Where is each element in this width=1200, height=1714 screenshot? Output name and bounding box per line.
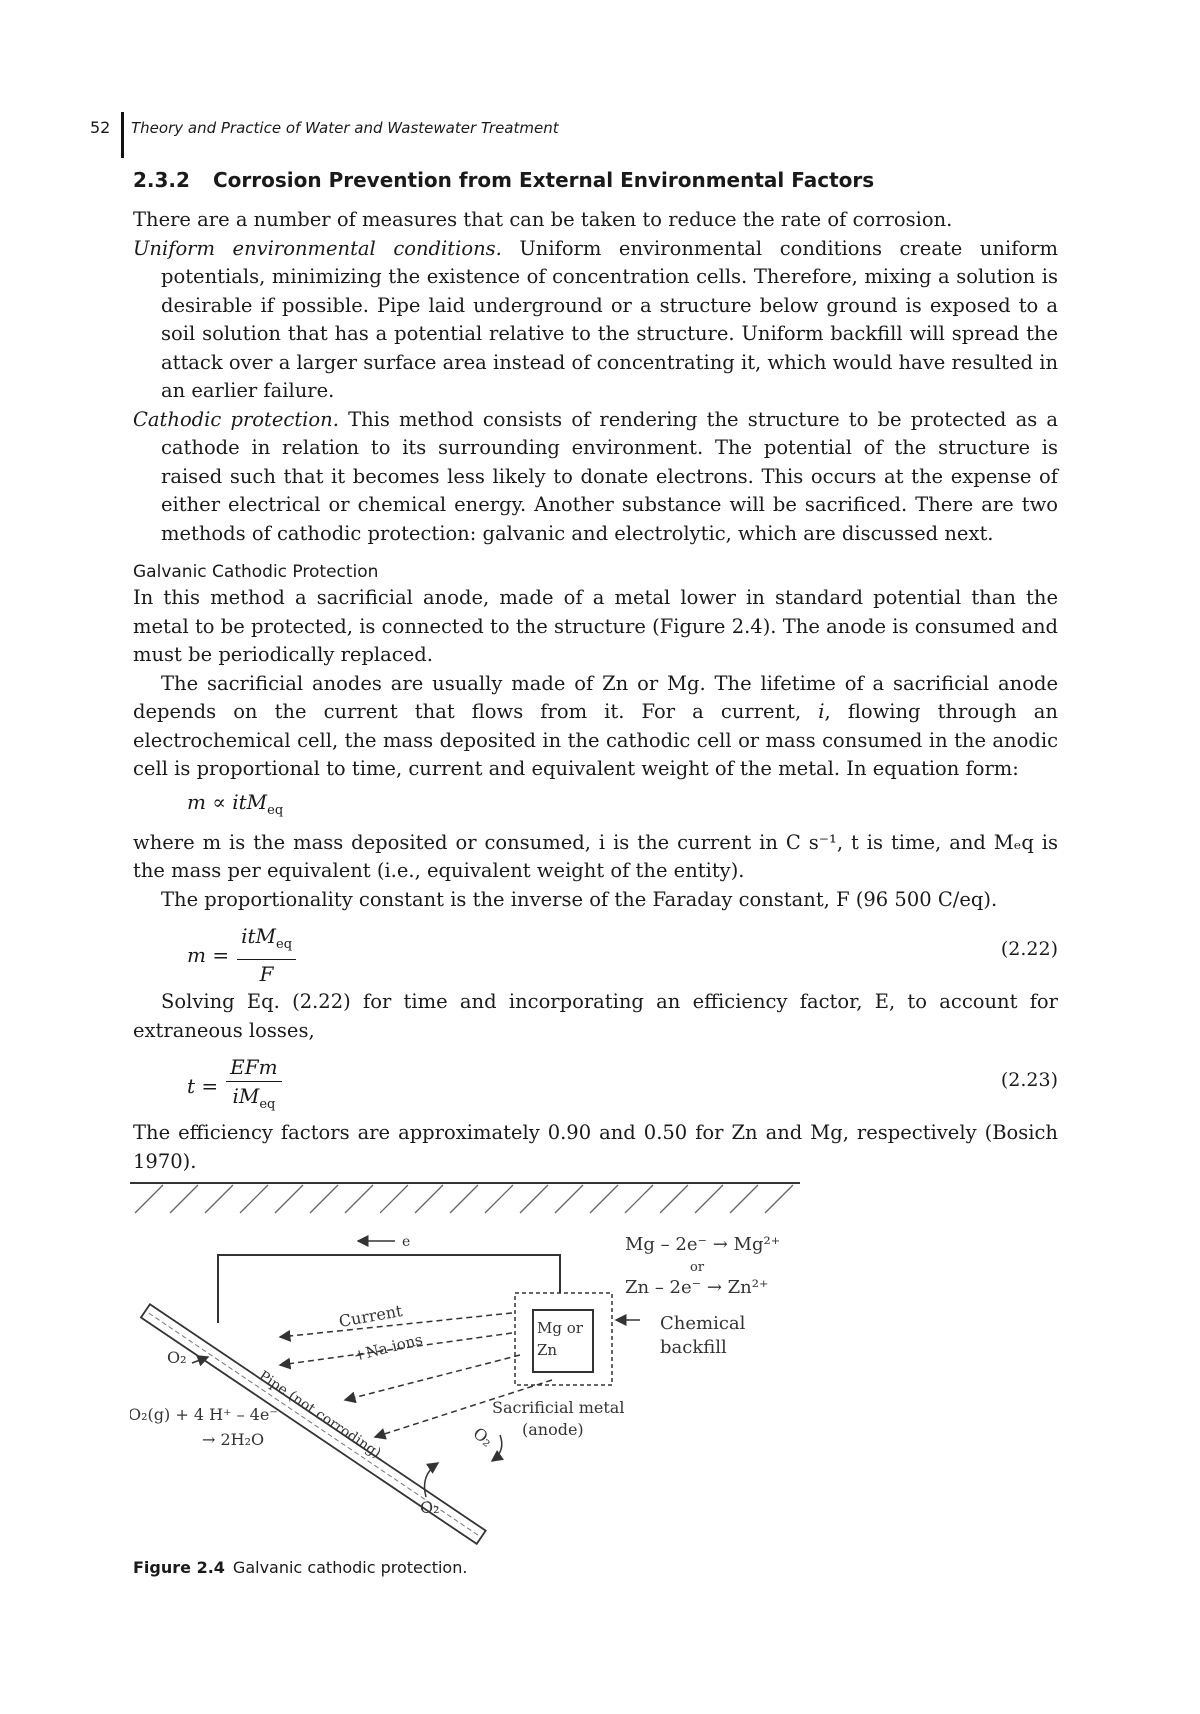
current-label: Current <box>337 1301 404 1331</box>
header-rule <box>121 112 124 158</box>
reaction-mg: Mg – 2e⁻ → Mg²⁺ <box>625 1234 781 1255</box>
equation-number: (2.23) <box>1000 1069 1058 1091</box>
equation-number: (2.22) <box>1000 938 1058 960</box>
reduction-label: O₂(g) + 4 H⁺ – 4e⁻ <box>130 1405 278 1424</box>
section-heading <box>133 168 1058 192</box>
electron-label: e <box>402 1234 411 1250</box>
o2-right-label: O₂ <box>469 1423 497 1451</box>
running-title: Theory and Practice of Water and Wastewater Treatment <box>131 119 559 137</box>
list-term: Uniform environmental conditions. <box>133 236 502 260</box>
where-paragraph: where m is the mass deposited or consumed, i is the current in C s⁻¹, t is time, and Mₑq is the mass per equivalent (i.e., equivalent weight of the entity). <box>133 830 1058 882</box>
caption-text: Galvanic cathodic protection. <box>232 1558 468 1577</box>
list-item-uniform <box>133 235 1058 406</box>
reduction-label-2: → 2H₂O <box>202 1430 265 1449</box>
subsection-heading: Galvanic Cathodic Protection <box>133 562 379 582</box>
galvanic-diagram <box>130 1175 810 1550</box>
o2-left-label: O₂ <box>167 1348 187 1367</box>
paragraph-2: The sacrificial anodes are usually made of Zn or Mg. The lifetime of a sacrificial anode depends on the current that flows from it. For a current, i, flowing through an electrochemical cell, the mass deposited in the cathodic cell or mass consumed in the anodic cell is proportional to time, current and equivalent weight of the metal. In equation form: <box>133 671 1058 780</box>
reaction-zn: Zn – 2e⁻ → Zn²⁺ <box>625 1277 769 1298</box>
backfill-label-2: backfill <box>660 1337 727 1358</box>
backfill-label: Chemical <box>660 1313 746 1334</box>
list-text: Uniform environmental conditions create uniform potentials, minimizing the existence of concentration cells. Therefore, mixing a solution is desirable if possible. Pipe laid underground or a structure below ground is exposed to a soil solution that has a potential relative to the structure. Uniform backfill will spread the attack over a larger surface area instead of concentrating it, which would have resulted in an earlier failure. <box>161 236 1058 402</box>
soil-hatching <box>135 1185 793 1213</box>
figure-caption <box>133 1558 467 1577</box>
proportional-equation: m ∝ itM$_{eq}$ <box>187 789 284 818</box>
anode-label-2: Zn <box>537 1341 558 1359</box>
page-content <box>133 168 1058 1176</box>
figure-galvanic-protection <box>130 1175 810 1550</box>
paragraph-1: In this method a sacrificial anode, made of a metal lower in standard potential than the metal to be protected, is connected to the structure (Figure 2.4). The anode is consumed and must be periodically replaced. <box>133 586 1058 666</box>
section-number: 2.3.2 <box>133 168 190 192</box>
sacrificial-label-2: (anode) <box>522 1420 584 1439</box>
ions-label: +Na ions <box>351 1330 425 1365</box>
faraday-paragraph: The proportionality constant is the inverse of the Faraday constant, F (96 500 C/eq). <box>161 887 998 911</box>
page-number: 52 <box>90 118 111 137</box>
list-text: This method consists of rendering the structure to be protected as a cathode in relation to its surrounding environment. The potential of the structure is raised such that it becomes less likely to donate electrons. This occurs at the expense of either electrical or chemical energy. Another substance will be sacrificed. There are two methods of cathodic protection: galvanic and electrolytic, which are discussed next. <box>161 407 1058 545</box>
solving-paragraph: Solving Eq. (2.22) for time and incorporating an efficiency factor, E, to account for extraneous losses, <box>133 990 1058 1042</box>
intro-paragraph: There are a number of measures that can be taken to reduce the rate of corrosion. <box>133 208 953 231</box>
list-item-cathodic <box>133 406 1058 549</box>
anode-label: Mg or <box>537 1319 583 1337</box>
equation-2-22: m = $\frac{itM_{eq}}{F}$ (2.22) <box>187 924 1058 986</box>
caption-label: Figure 2.4 <box>133 1558 225 1577</box>
o2-bottom-label: O₂ <box>420 1498 440 1517</box>
pipe-label: Pipe (not corroding) <box>255 1368 384 1462</box>
list-term: Cathodic protection. <box>133 407 339 431</box>
reaction-or: or <box>690 1260 705 1275</box>
section-title: Corrosion Prevention from External Environmental Factors <box>213 168 875 192</box>
sacrificial-label: Sacrificial metal <box>492 1398 625 1417</box>
efficiency-paragraph: The efficiency factors are approximately 0.90 and 0.50 for Zn and Mg, respectively (Bosich 1970). <box>133 1121 1058 1173</box>
equation-2-23: t = $\frac{\text{EFm}}{iM_{eq}}$ (2.23) <box>187 1055 1058 1112</box>
